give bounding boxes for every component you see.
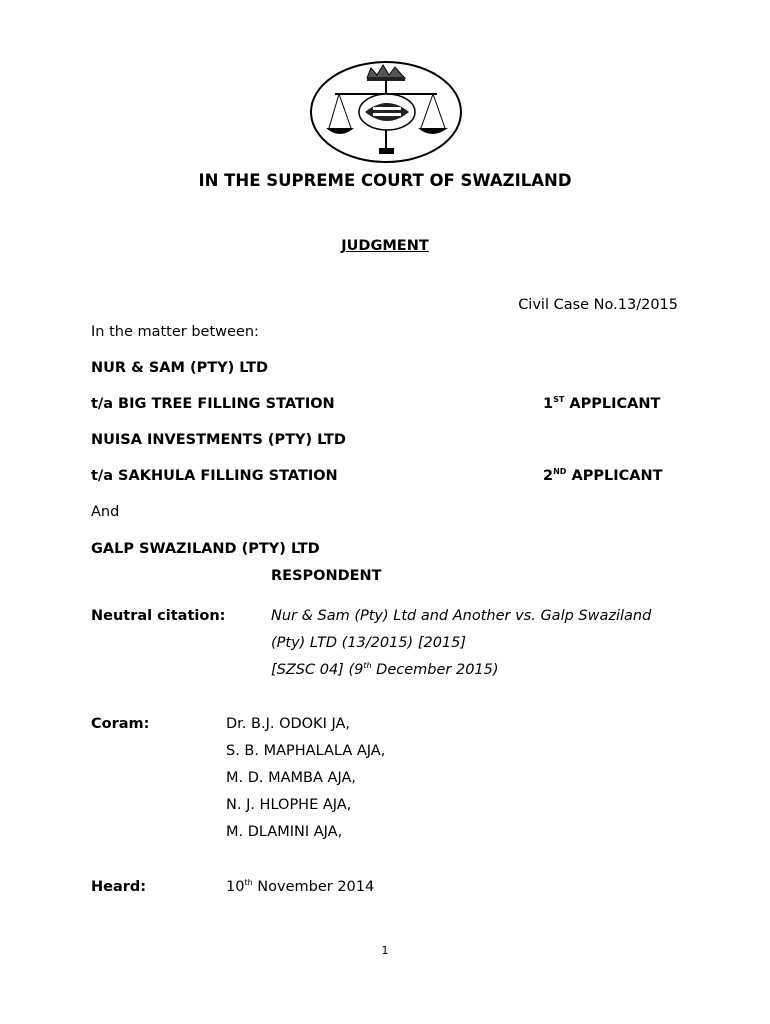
party1-name: NUR & SAM (PTY) LTD: [91, 360, 269, 376]
neutral-citation-line2: (Pty) LTD (13/2015) [2015]: [271, 635, 467, 651]
case-number: Civil Case No.13/2015: [518, 297, 678, 313]
neutral-citation-label: Neutral citation:: [91, 608, 226, 624]
coram-judge: N. J. HLOPHE AJA,: [226, 797, 352, 813]
court-seal-emblem: [309, 60, 463, 164]
heard-label: Heard:: [91, 879, 147, 895]
document-type-heading: JUDGMENT: [341, 238, 429, 254]
coram-judge: Dr. B.J. ODOKI JA,: [226, 716, 351, 732]
coram-judge: M. D. MAMBA AJA,: [226, 770, 356, 786]
party2-trading-as: t/a SAKHULA FILLING STATION: [91, 468, 338, 484]
neutral-citation-line3: [SZSC 04] (9th December 2015): [271, 661, 499, 678]
coram-label: Coram:: [91, 716, 150, 732]
court-title: IN THE SUPREME COURT OF SWAZILAND: [198, 171, 572, 190]
respondent-name: GALP SWAZILAND (PTY) LTD: [91, 541, 320, 557]
matter-between-label: In the matter between:: [91, 324, 259, 340]
coram-judge: S. B. MAPHALALA AJA,: [226, 743, 386, 759]
and-separator: And: [91, 504, 120, 520]
respondent-role: RESPONDENT: [271, 568, 382, 584]
page-number: 1: [381, 944, 389, 957]
party1-role: 1ST APPLICANT: [543, 395, 661, 412]
party1-trading-as: t/a BIG TREE FILLING STATION: [91, 396, 335, 412]
party2-role: 2ND APPLICANT: [543, 467, 663, 484]
heard-date: 10th November 2014: [226, 878, 375, 895]
coram-judge: M. DLAMINI AJA,: [226, 824, 343, 840]
party2-name: NUISA INVESTMENTS (PTY) LTD: [91, 432, 346, 448]
neutral-citation-line1: Nur & Sam (Pty) Ltd and Another vs. Galp Swaziland: [271, 608, 652, 624]
